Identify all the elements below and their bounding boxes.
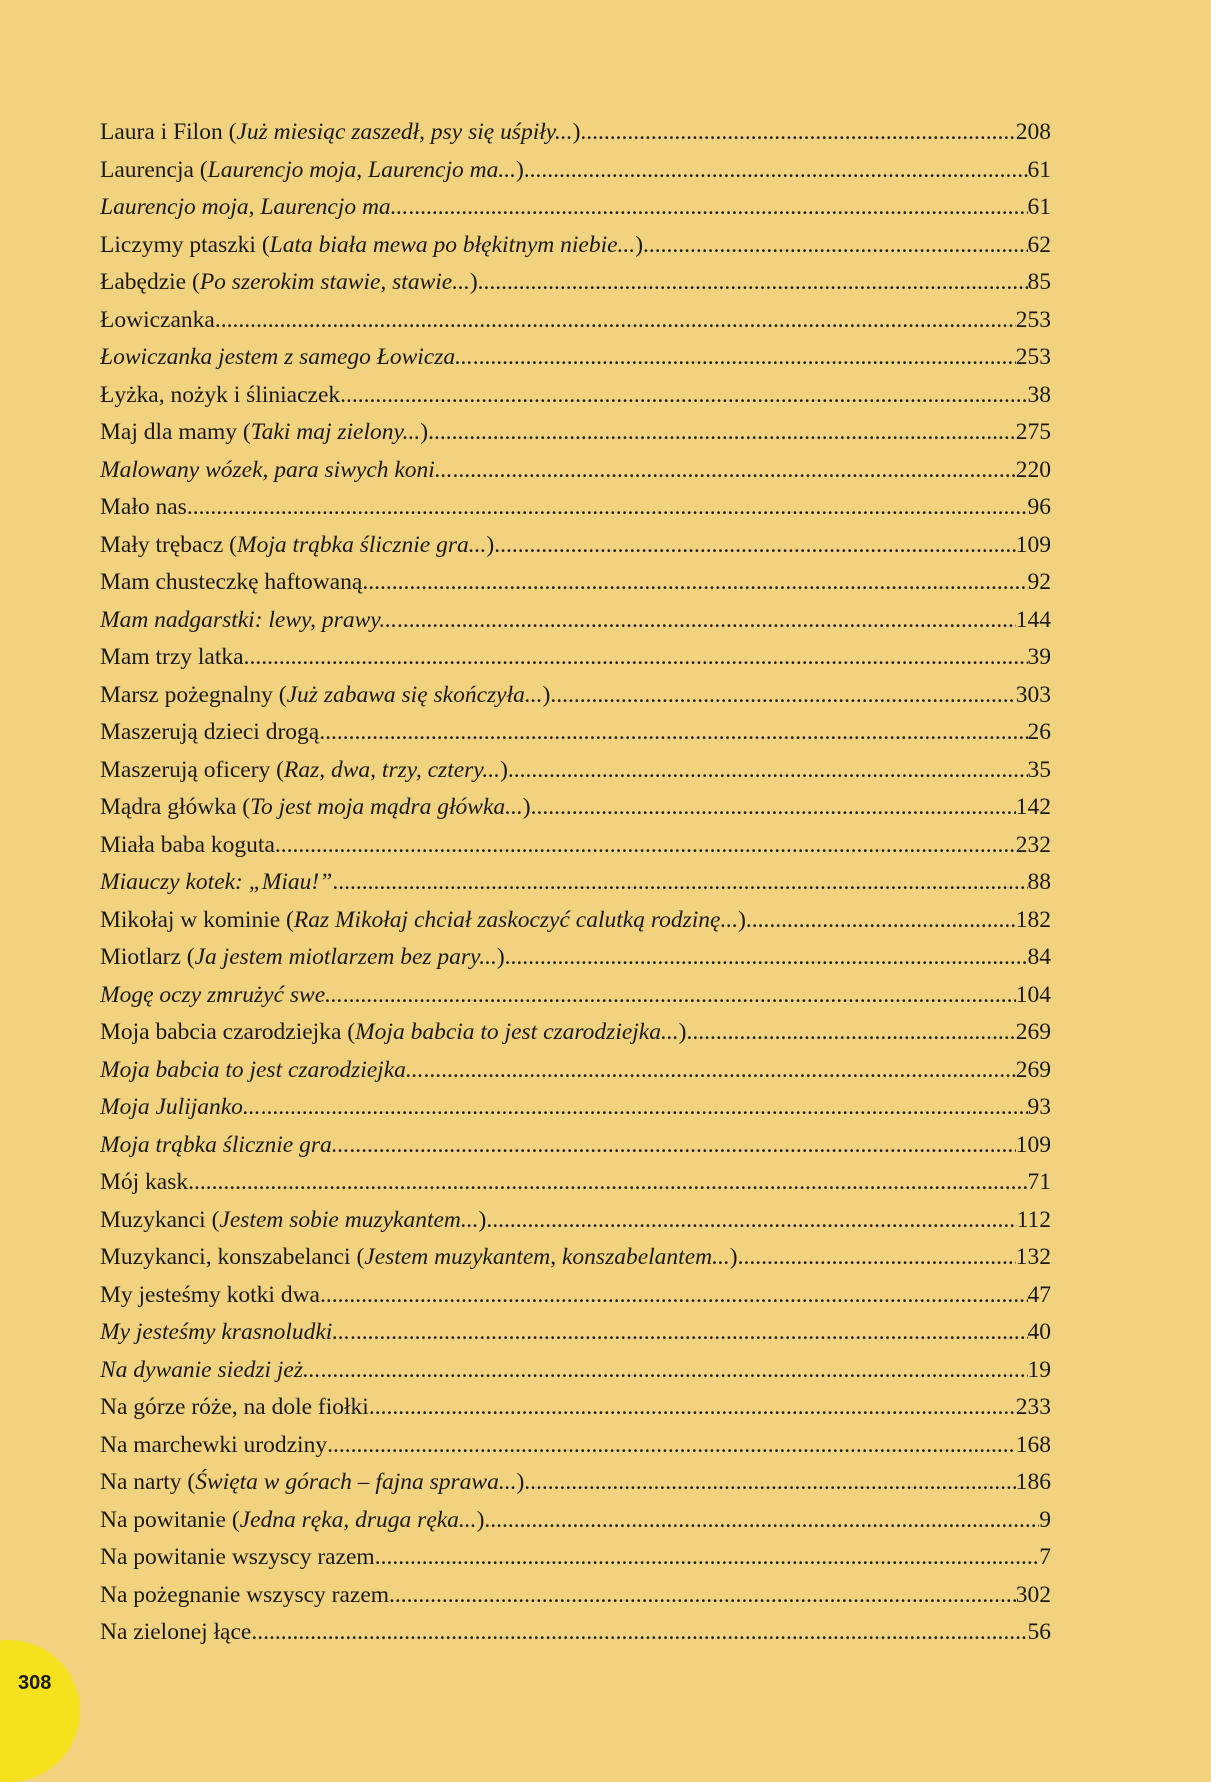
index-entry <box>100 1202 1051 1240</box>
entry-page-number: 109 <box>1015 531 1051 558</box>
entry-page-number: 84 <box>1027 944 1051 970</box>
dot-leader <box>215 302 1016 340</box>
entry-title-italic-part: Moja babcia to jest czarodziejka... <box>355 1019 679 1045</box>
entry-page-number: 7 <box>1039 1544 1051 1570</box>
dot-leader <box>275 827 1016 865</box>
entry-title-part: Mój kask <box>100 1169 189 1195</box>
dot-leader <box>327 1427 1016 1465</box>
entry-title <box>100 789 531 827</box>
entry-title-italic-part: Łowiczanka jestem z samego Łowicza... <box>100 344 473 370</box>
entry-title <box>100 189 408 227</box>
entry-page-number: 61 <box>1027 156 1051 183</box>
entry-title <box>100 939 505 977</box>
entry-title <box>100 1014 686 1052</box>
entry-title <box>100 902 746 940</box>
entry-title-part: Mam chusteczkę haftowaną <box>100 569 363 595</box>
dot-leader <box>320 1277 1028 1315</box>
entry-title-italic-part: Święta w górach – fajna sprawa... <box>195 1469 517 1495</box>
entry-title-part: ) <box>476 1506 485 1533</box>
index-entry <box>100 639 1051 677</box>
dot-leader <box>321 1352 1028 1390</box>
dot-leader <box>369 1389 1016 1427</box>
entry-title-part: Na pożegnanie wszyscy razem <box>100 1581 390 1608</box>
dot-leader <box>494 527 1016 565</box>
entry-title-part: Na powitanie wszyscy razem <box>100 1544 375 1570</box>
dot-leader <box>244 639 1028 677</box>
entry-title-part: ) <box>542 681 551 708</box>
dot-leader <box>424 1052 1016 1090</box>
entry-title-part: Na narty ( <box>100 1469 196 1495</box>
entry-title-italic-part: Już zabawa się skończyła... <box>286 681 543 708</box>
dot-leader <box>397 602 1016 640</box>
entry-title-part: Miała baba koguta <box>100 831 275 858</box>
entry-title-part: Miotlarz ( <box>100 944 195 970</box>
index-entry <box>100 264 1051 302</box>
entry-page-number: 269 <box>1015 1056 1051 1083</box>
entry-title-part: ) <box>738 906 746 933</box>
entry-page-number: 269 <box>1015 1019 1051 1045</box>
entry-title <box>100 1502 484 1540</box>
entry-page-number: 208 <box>1015 119 1051 145</box>
entry-title <box>100 152 524 190</box>
dot-leader <box>389 1577 1016 1615</box>
index-entry <box>100 414 1051 452</box>
entry-page-number: 303 <box>1015 681 1051 708</box>
entry-title-italic-part: Mam nadgarstki: lewy, prawy... <box>100 606 397 633</box>
entry-title <box>100 1464 524 1502</box>
entry-title-part: Mały trębacz ( <box>100 531 238 558</box>
entry-page-number: 144 <box>1015 606 1051 633</box>
entry-page-number: 40 <box>1027 1319 1051 1345</box>
index-entry <box>100 602 1051 640</box>
entry-page-number: 112 <box>1016 1206 1051 1233</box>
index-entry <box>100 1427 1051 1465</box>
index-entry <box>100 1464 1051 1502</box>
entry-page-number: 186 <box>1015 1469 1051 1495</box>
entry-title-italic-part: Mogę oczy zmrużyć swe... <box>100 981 343 1008</box>
dot-leader <box>746 902 1016 940</box>
entry-title-part: ) <box>496 944 505 970</box>
dot-leader <box>362 564 1027 602</box>
entry-title-part: Maszerują dzieci drogą <box>100 719 320 745</box>
entry-title <box>100 714 319 752</box>
entry-title-part: Łabędzie ( <box>100 269 200 295</box>
entry-page-number: 9 <box>1039 1506 1051 1533</box>
entry-page-number: 61 <box>1027 194 1051 220</box>
entry-title-part: ) <box>420 419 429 445</box>
dot-leader <box>428 414 1016 452</box>
entry-title-part: ) <box>516 1469 525 1495</box>
entry-title-part: My jesteśmy kotki dwa <box>100 1281 320 1308</box>
entry-title-italic-part: Miauczy kotek: „Miau!” <box>100 869 333 895</box>
dot-leader <box>261 1089 1028 1127</box>
index-entry <box>100 1089 1051 1127</box>
entry-title-italic-part: Moja babcia to jest czarodziejka... <box>100 1056 424 1083</box>
entry-title <box>100 1389 369 1427</box>
entry-title <box>100 264 478 302</box>
dot-leader <box>580 114 1015 152</box>
dot-leader <box>408 189 1027 227</box>
index-entry <box>100 152 1051 190</box>
entry-title-part: ) <box>478 1206 487 1233</box>
index-entry <box>100 1127 1051 1165</box>
entry-page-number: 275 <box>1015 419 1051 445</box>
entry-page-number: 168 <box>1015 1431 1051 1458</box>
entry-title-part: Mądra główka ( <box>100 794 251 820</box>
entry-title <box>100 1127 349 1165</box>
index-entry <box>100 864 1051 902</box>
index-entry <box>100 1164 1051 1202</box>
dot-leader <box>251 1614 1027 1652</box>
entry-title-part: Liczymy ptaszki ( <box>100 231 270 258</box>
entry-title <box>100 339 473 377</box>
index-entry <box>100 827 1051 865</box>
entry-title-italic-part: My jesteśmy krasnoludki... <box>100 1319 350 1345</box>
entry-title <box>100 1577 389 1615</box>
index-entry <box>100 1614 1051 1652</box>
entry-title-part: Maj dla mamy ( <box>100 419 251 445</box>
entry-title-part: ) <box>635 231 644 258</box>
index-entry <box>100 789 1051 827</box>
entry-title <box>100 1539 375 1577</box>
entry-title-part: Laura i Filon ( <box>100 119 237 145</box>
entry-title-italic-part: Laurencjo moja, Laurencjo ma... <box>207 156 516 183</box>
index-entry <box>100 1014 1051 1052</box>
entry-title <box>100 302 215 340</box>
entry-title-italic-part: Taki maj zielony... <box>250 419 421 445</box>
index-entry <box>100 1389 1051 1427</box>
entry-title-part: Laurencja ( <box>100 156 208 183</box>
entry-title-italic-part: Ja jestem miotlarzem bez pary... <box>194 944 497 970</box>
entry-page-number: 92 <box>1027 569 1051 595</box>
entry-page-number: 93 <box>1027 1094 1051 1120</box>
entry-title-part: ) <box>486 531 495 558</box>
entry-title-part: Mam trzy latka <box>100 644 244 670</box>
dot-leader <box>349 1127 1015 1165</box>
song-index-list <box>100 114 1051 1652</box>
entry-title-part: Muzykanci, konszabelanci ( <box>100 1244 365 1270</box>
entry-title-italic-part: Lata biała mewa po błękitnym niebie... <box>269 231 636 258</box>
entry-title-italic-part: Jedna ręka, druga ręka... <box>239 1506 477 1533</box>
entry-title <box>100 414 428 452</box>
index-entry <box>100 114 1051 152</box>
dot-leader <box>505 939 1028 977</box>
index-entry <box>100 1314 1051 1352</box>
entry-title-italic-part: Po szerokim stawie, stawie... <box>199 269 470 295</box>
entry-title <box>100 864 332 902</box>
entry-title-part: ) <box>500 756 508 783</box>
entry-title-part: Łyżka, nożyk i śliniaczek <box>100 381 341 408</box>
entry-page-number: 132 <box>1015 1244 1051 1270</box>
dot-leader <box>643 227 1027 265</box>
entry-title-italic-part: Już miesiąc zaszedł, psy się uśpiły... <box>236 119 573 145</box>
index-entry <box>100 1502 1051 1540</box>
index-entry <box>100 902 1051 940</box>
entry-title <box>100 1277 320 1315</box>
entry-title-part: ) <box>469 269 478 295</box>
entry-title <box>100 827 275 865</box>
entry-title-italic-part: Moja Julijanko... <box>100 1094 261 1120</box>
entry-page-number: 88 <box>1027 869 1051 895</box>
dot-leader <box>484 1502 1039 1540</box>
entry-page-number: 220 <box>1015 456 1051 483</box>
entry-title-italic-part: Raz Mikołaj chciał zaskoczyć calutką rodzinę... <box>293 906 739 933</box>
entry-page-number: 19 <box>1027 1356 1051 1383</box>
dot-leader <box>524 152 1028 190</box>
dot-leader <box>550 677 1015 715</box>
entry-page-number: 35 <box>1027 756 1051 783</box>
entry-title <box>100 1239 738 1277</box>
entry-title-italic-part: Raz, dwa, trzy, cztery... <box>283 756 501 783</box>
entry-title-italic-part: To jest moja mądra główka... <box>250 794 523 820</box>
entry-title-part: ) <box>522 794 531 820</box>
index-entry <box>100 227 1051 265</box>
entry-page-number: 142 <box>1015 794 1051 820</box>
entry-title <box>100 527 494 565</box>
dot-leader <box>473 339 1016 377</box>
entry-page-number: 182 <box>1015 906 1051 933</box>
index-entry <box>100 1239 1051 1277</box>
index-entry <box>100 1352 1051 1390</box>
entry-title-italic-part: Na dywanie siedzi jeż... <box>100 1356 321 1383</box>
entry-title-part: Na zielonej łące <box>100 1619 252 1645</box>
entry-title <box>100 639 244 677</box>
entry-title <box>100 452 452 490</box>
entry-page-number: 109 <box>1015 1131 1051 1158</box>
entry-title <box>100 1614 251 1652</box>
entry-page-number: 39 <box>1027 644 1051 670</box>
dot-leader <box>508 752 1028 790</box>
dot-leader <box>340 377 1027 415</box>
entry-page-number: 96 <box>1027 494 1051 520</box>
entry-page-number: 104 <box>1015 981 1051 1008</box>
page-number: 308 <box>18 1672 52 1694</box>
index-entry <box>100 339 1051 377</box>
index-entry <box>100 1277 1051 1315</box>
index-entry <box>100 1539 1051 1577</box>
index-entry <box>100 1052 1051 1090</box>
dot-leader <box>187 489 1028 527</box>
entry-page-number: 253 <box>1015 344 1051 370</box>
dot-leader <box>319 714 1027 752</box>
index-entry <box>100 377 1051 415</box>
dot-leader <box>343 977 1016 1015</box>
entry-title <box>100 677 550 715</box>
entry-title <box>100 1314 350 1352</box>
index-entry <box>100 527 1051 565</box>
entry-title-italic-part: Jestem sobie muzykantem... <box>219 1206 479 1233</box>
entry-page-number: 302 <box>1015 1581 1051 1608</box>
index-entry <box>100 489 1051 527</box>
entry-title <box>100 1202 486 1240</box>
index-entry <box>100 452 1051 490</box>
entry-title-part: Na górze róże, na dole fiołki <box>100 1394 369 1420</box>
entry-title <box>100 1427 327 1465</box>
entry-title-part: Łowiczanka <box>100 306 215 333</box>
entry-title-italic-part: Laurencjo moja, Laurencjo ma... <box>100 194 409 220</box>
entry-title <box>100 977 343 1015</box>
entry-page-number: 47 <box>1027 1281 1051 1308</box>
entry-title-part: Mało nas <box>100 494 187 520</box>
entry-title-part: Muzykanci ( <box>100 1206 220 1233</box>
entry-title <box>100 227 643 265</box>
entry-title <box>100 564 362 602</box>
entry-title-part: Na marchewki urodziny <box>100 1431 328 1458</box>
page-number-badge <box>0 1640 80 1782</box>
entry-page-number: 38 <box>1027 381 1051 408</box>
index-entry <box>100 977 1051 1015</box>
dot-leader <box>524 1464 1015 1502</box>
entry-title <box>100 1352 321 1390</box>
entry-title <box>100 377 340 415</box>
entry-title <box>100 1089 261 1127</box>
entry-title <box>100 1052 424 1090</box>
entry-title-italic-part: Malowany wózek, para siwych koni... <box>100 456 453 483</box>
index-entry <box>100 714 1051 752</box>
entry-title <box>100 1164 188 1202</box>
entry-title <box>100 489 187 527</box>
entry-title-italic-part: Moja trąbka ślicznie gra... <box>237 531 487 558</box>
dot-leader <box>531 789 1016 827</box>
entry-title-italic-part: Moja trąbka ślicznie gra... <box>100 1131 350 1158</box>
entry-title <box>100 752 508 790</box>
entry-page-number: 233 <box>1015 1394 1051 1420</box>
entry-title-part: ) <box>515 156 524 183</box>
entry-title <box>100 114 580 152</box>
entry-page-number: 26 <box>1027 719 1051 745</box>
index-entry <box>100 1577 1051 1615</box>
entry-title-part: Na powitanie ( <box>100 1506 240 1533</box>
entry-page-number: 85 <box>1027 269 1051 295</box>
entry-page-number: 62 <box>1027 231 1051 258</box>
dot-leader <box>375 1539 1040 1577</box>
entry-title-part: ) <box>572 119 581 145</box>
entry-title <box>100 602 397 640</box>
dot-leader <box>738 1239 1016 1277</box>
entry-title-part: Mikołaj w kominie ( <box>100 906 294 933</box>
index-entry <box>100 564 1051 602</box>
dot-leader <box>350 1314 1028 1352</box>
index-entry <box>100 939 1051 977</box>
entry-page-number: 253 <box>1015 306 1051 333</box>
entry-title-part: Marsz pożegnalny ( <box>100 681 287 708</box>
dot-leader <box>686 1014 1015 1052</box>
entry-page-number: 71 <box>1027 1169 1051 1195</box>
entry-title-part: ) <box>729 1244 738 1270</box>
entry-title-italic-part: Jestem muzykantem, konszabelantem... <box>364 1244 730 1270</box>
dot-leader <box>478 264 1028 302</box>
dot-leader <box>188 1164 1027 1202</box>
entry-title-part: Maszerują oficery ( <box>100 756 284 783</box>
index-entry <box>100 677 1051 715</box>
dot-leader <box>452 452 1015 490</box>
index-entry <box>100 189 1051 227</box>
dot-leader <box>486 1202 1016 1240</box>
entry-title-part: Moja babcia czarodziejka ( <box>100 1019 356 1045</box>
index-entry <box>100 752 1051 790</box>
entry-page-number: 56 <box>1027 1619 1051 1645</box>
entry-page-number: 232 <box>1015 831 1051 858</box>
dot-leader <box>332 864 1027 902</box>
index-entry <box>100 302 1051 340</box>
entry-title-part: ) <box>678 1019 687 1045</box>
